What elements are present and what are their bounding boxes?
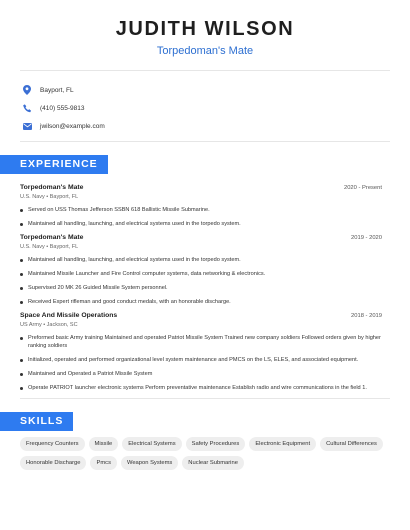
job-employer: U.S. Navy • Bayport, FL [20,244,79,250]
job-dates: 2020 - Present [343,185,382,191]
job-employer: U.S. Navy • Bayport, FL [20,194,79,200]
skills-heading: SKILLS [0,412,73,431]
job-entry [20,234,382,306]
candidate-name: JUDITH WILSON [115,18,295,40]
job-entry [20,184,382,228]
location-pin-icon [22,85,32,95]
skill-chip: Honorable Discharge [20,456,86,470]
job-bullets [20,256,382,306]
experience-heading: EXPERIENCE [0,155,108,174]
contact-divider [20,141,390,142]
contact-location-text: Bayport, FL [40,86,74,94]
job-bullet: Maintained all handling, launching, and electrical systems used in the torpedo system. [20,220,382,228]
job-bullet: Supervised 20 MK 26 Guided Missile System personnel. [20,284,382,292]
job-bullet: Maintained Missile Launcher and Fire Control computer systems, data networking & electronics. [20,270,382,278]
skills-divider [20,398,390,399]
job-title: Torpedoman's Mate [20,234,84,241]
experience-list [0,174,410,392]
job-title: Torpedoman's Mate [20,184,84,191]
job-bullet: Maintained and Operated a Patriot Missile System [20,370,382,378]
job-entry [20,312,382,392]
skill-chip: Pmcs [90,456,117,470]
contact-email [22,117,410,135]
contact-email-text: jwilson@example.com [40,122,105,130]
job-dates: 2018 - 2019 [351,313,382,319]
job-bullet: Maintained all handling, launching, and electrical systems used in the torpedo system. [20,256,382,264]
skill-chip: Frequency Counters [20,437,85,451]
job-bullet: Preformed basic Army training Maintained and operated Patriot Missile System Trained new company soldiers Followed orders given by higher ranking soldiers [20,334,382,350]
skill-chip: Safety Procedures [186,437,246,451]
skill-chip: Electronic Equipment [249,437,316,451]
skill-chip: Nuclear Submarine [182,456,244,470]
experience-section-header [0,154,410,174]
job-bullet: Operate PATRIOT launcher electronic systems Perform preventative maintenance Establish radio and wire communications in the field 1. [20,384,382,392]
skills-section-header [0,411,410,431]
skills-list [0,431,410,475]
skill-chip: Missile [89,437,119,451]
job-dates: 2019 - 2020 [351,235,382,241]
email-icon [22,121,32,131]
job-employer: US Army • Jackson, SC [20,322,78,328]
contact-block [0,71,410,141]
job-bullet: Served on USS Thomas Jefferson SSBN 618 Ballistic Missile Submarine. [20,206,382,214]
contact-location [22,81,410,99]
contact-phone-text: (410) 555-9813 [40,104,85,112]
phone-icon [22,103,32,113]
skill-chip: Electrical Systems [122,437,181,451]
skill-chip: Cultural Differences [320,437,383,451]
contact-phone [22,99,410,117]
job-bullets [20,206,382,228]
job-bullets [20,334,382,392]
job-bullet: Received Expert rifleman and good conduct medals, with an honorable discharge. [20,298,382,306]
job-title: Space And Missile Operations [20,312,118,319]
skill-chip: Weapon Systems [121,456,178,470]
resume-header [0,0,410,58]
candidate-role: Torpedoman's Mate [156,45,254,57]
job-bullet: Initialized, operated and performed organizational level system maintenance and PMCS on the LS, ELES, and associated equipment. [20,356,382,364]
